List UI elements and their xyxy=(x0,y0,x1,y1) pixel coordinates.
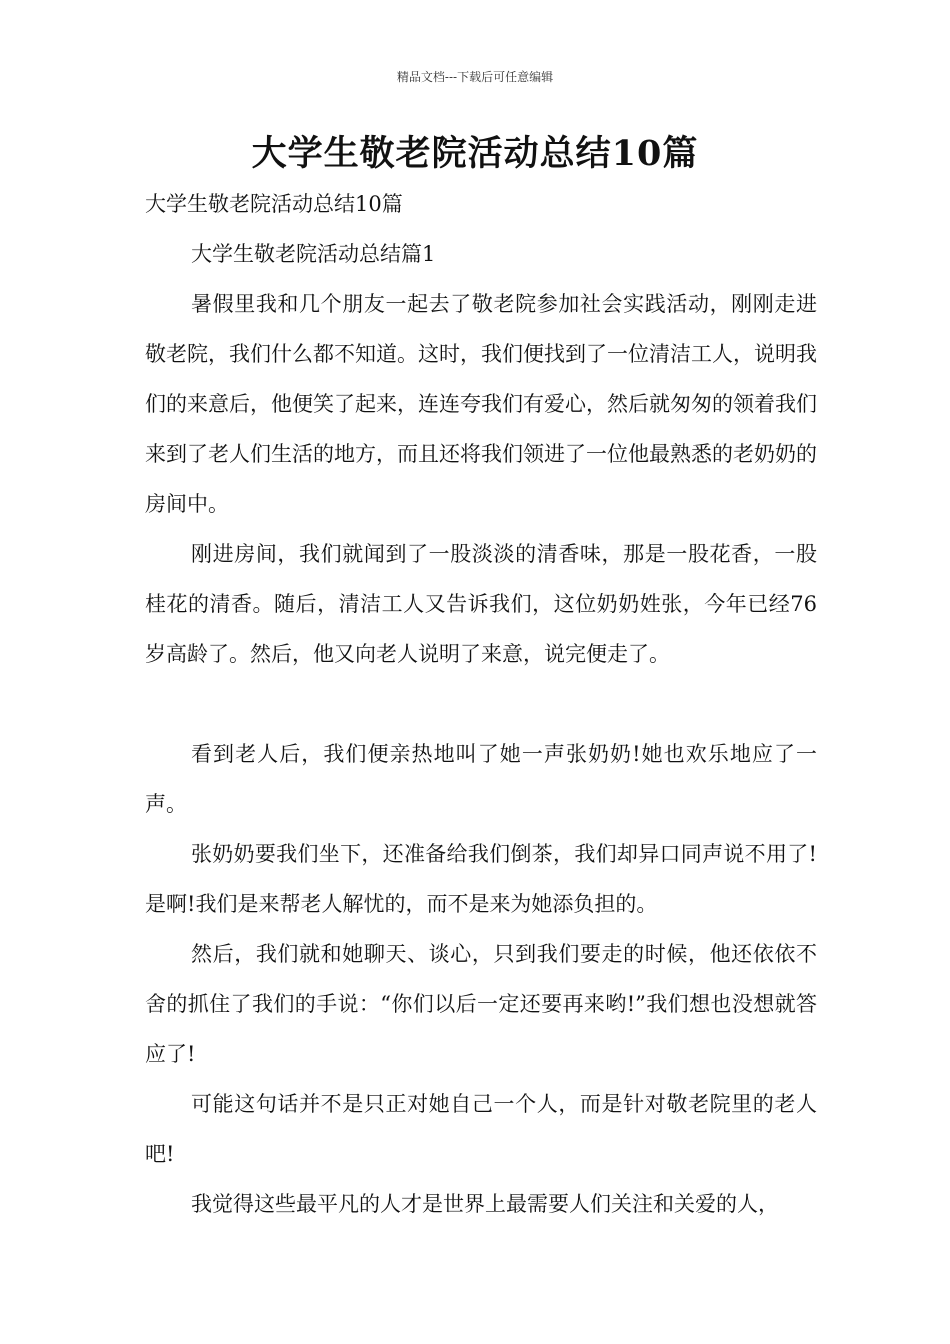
paragraph: 然后，我们就和她聊天、谈心，只到我们要走的时候，他还依依不舍的抓住了我们的手说：“你们以后一定还要再来哟!”我们想也没想就答应了! xyxy=(145,942,817,1066)
header-note: 精品文档---下载后可任意编辑 xyxy=(396,70,554,84)
paragraph: 看到老人后，我们便亲热地叫了她一声张奶奶!她也欢乐地应了一声。 xyxy=(145,742,817,816)
document-body xyxy=(145,179,817,1229)
paragraph: 张奶奶要我们坐下，还准备给我们倒茶，我们却异口同声说不用了!是啊!我们是来帮老人解忧的，而不是来为她添负担的。 xyxy=(145,842,817,916)
paragraph: 暑假里我和几个朋友一起去了敬老院参加社会实践活动，刚刚走进敬老院，我们什么都不知道。这时，我们便找到了一位清洁工人，说明我们的来意后，他便笑了起来，连连夸我们有爱心，然后就匆匆的领着我们来到了老人们生活的地方，而且还将我们领进了一位他最熟悉的老奶奶的房间中。 xyxy=(145,292,817,516)
section-heading: 大学生敬老院活动总结篇1 xyxy=(191,242,436,266)
blank-line xyxy=(145,679,817,729)
paragraph: 刚进房间，我们就闻到了一股淡淡的清香味，那是一股花香，一股桂花的清香。随后，清洁工人又告诉我们，这位奶奶姓张，今年已经76岁高龄了。然后，他又向老人说明了来意，说完便走了。 xyxy=(145,542,817,666)
paragraph: 我觉得这些最平凡的人才是世界上最需要人们关注和关爱的人， xyxy=(191,1192,779,1216)
document-title: 大学生敬老院活动总结10篇 xyxy=(251,133,699,174)
paragraph: 可能这句话并不是只正对她自己一个人，而是针对敬老院里的老人吧! xyxy=(145,1092,817,1166)
document-subtitle: 大学生敬老院活动总结10篇 xyxy=(145,192,403,216)
